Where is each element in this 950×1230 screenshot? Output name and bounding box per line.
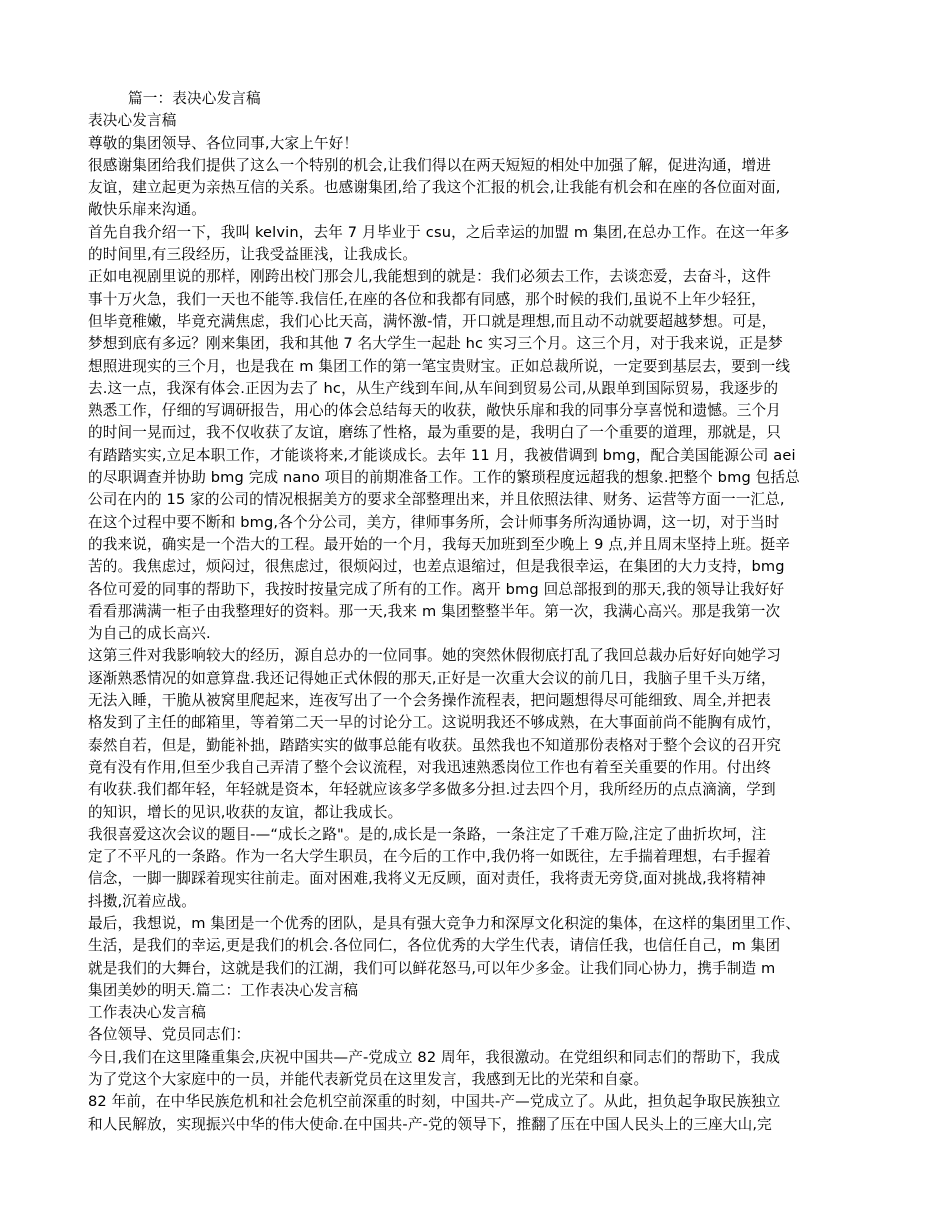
- text-line: 去.这一点，我深有体会.正因为去了 hc，从生产线到车间,从车间到贸易公司,从跟单到国际贸易，我逐步的: [88, 379, 779, 397]
- text-line: 苦的。我焦虑过，烦闷过，很焦虑过，很烦闷过，也差点退缩过，但是我很幸运，在集团的大力支持，bmg: [88, 558, 785, 576]
- text-line: 格发到了主任的邮箱里，等着第二天一早的讨论分工。这说明我还不够成熟，在大事面前尚不能胸有成竹，: [88, 714, 781, 732]
- text-line: 的时间一晃而过，我不仅收获了友谊，磨练了性格，最为重要的是，我明白了一个重要的道理，那就是，只: [88, 424, 781, 442]
- text-line: 为了党这个大家庭中的一员，并能代表新党员在这里发言，我感到无比的光荣和自豪。: [88, 1071, 649, 1089]
- text-line: 泰然自若，但是，勤能补拙，踏踏实实的做事总能有收获。虽然我也不知道那份表格对于整个会议的召开究: [88, 736, 781, 754]
- text-line: 但毕竟稚嫩，毕竟充满焦虑，我们心比天高，满怀激-情，开口就是理想,而且动不动就要超越梦想。可是，: [88, 312, 777, 330]
- text-line: 我很喜爱这次会议的题目-—“成长之路"。是的,成长是一条路，一条注定了千难万险,注定了曲折坎坷，注: [88, 825, 767, 843]
- text-line: 想照进现实的三个月，也是我在 m 集团工作的第一笔宝贵财宝。正如总裁所说，一定要到基层去，要到一线: [88, 357, 791, 375]
- text-line: 首先自我介绍一下，我叫 kelvin，去年 7 月毕业于 csu，之后幸运的加盟 m 集团,在总办工作。在这一年多: [88, 223, 790, 241]
- text-line: 无法入睡，干脆从被窝里爬起来，连夜写出了一个会务操作流程表，把问题想得尽可能细致、周全,并把表: [88, 692, 772, 710]
- text-line: 有踏踏实实,立足本职工作，才能谈将来,才能谈成长。去年 11 月，我被借调到 bmg，配合美国能源公司 aei: [88, 446, 796, 464]
- document-heading: 篇一：表决心发言稿: [128, 90, 261, 107]
- text-line: 定了不平凡的一条路。作为一名大学生职员，在今后的工作中,我仍将一如既往，左手揣着理想，右手握着: [88, 848, 772, 866]
- text-line: 很感谢集团给我们提供了这么一个特别的机会,让我们得以在两天短短的相处中加强了解，促进沟通，增进: [88, 156, 772, 174]
- text-line: 的我来说，确实是一个浩大的工程。最开始的一个月，我每天加班到至少晚上 9 点,并且周末坚持上班。挺辛: [88, 535, 791, 553]
- text-line: 生活，是我们的幸运,更是我们的机会.各位同仁，各位优秀的大学生代表，请信任我，也信任自己，m 集团: [88, 937, 781, 955]
- text-line: 各位领导、党员同志们：: [88, 1026, 251, 1044]
- text-line: 就是我们的大舞台，这就是我们的江湖，我们可以鲜花怒马,可以年少多金。让我们同心协力，携手制造 m: [88, 959, 776, 977]
- text-line: 的时间里,有三段经历，让我受益匪浅，让我成长。: [88, 246, 418, 264]
- text-line: 事十万火急，我们一天也不能等.我信任,在座的各位和我都有同感，那个时候的我们,虽说不上年少轻狂，: [88, 290, 766, 308]
- text-line: 正如电视剧里说的那样，刚跨出校门那会儿,我能想到的就是：我们必须去工作，去谈恋爱，去奋斗，这件: [88, 268, 772, 286]
- text-line: 敞快乐扉来沟通。: [88, 201, 206, 219]
- text-line: 梦想到底有多远？刚来集团，我和其他 7 名大学生一起赴 hc 实习三个月。这三个月，对于我来说，正是梦: [88, 335, 783, 353]
- text-line: 的尽职调查并协助 bmg 完成 nano 项目的前期准备工作。工作的繁琐程度远超我的想象.把整个 bmg 包括总: [88, 469, 800, 487]
- text-line: 82 年前，在中华民族危机和社会危机空前深重的时刻，中国共-产—党成立了。从此，担负起争取民族独立: [88, 1093, 781, 1111]
- text-line: 在这个过程中要不断和 bmg,各个分公司，美方，律师事务所，会计师事务所沟通协调，这一切，对于当时: [88, 513, 780, 531]
- text-line: 看看那满满一柜子由我整理好的资料。那一天,我来 m 集团整整半年。第一次，我满心高兴。那是我第一次: [88, 602, 781, 620]
- text-line: 今日,我们在这里隆重集会,庆祝中国共—产-党成立 82 周年，我很激动。在党组织和同志们的帮助下，我成: [88, 1048, 781, 1066]
- text-line: 的知识，增长的见识,收获的友谊，都让我成长。: [88, 803, 403, 821]
- text-line: 这第三件对我影响较大的经历，源自总办的一位同事。她的突然休假彻底打乱了我回总裁办后好好向她学习: [88, 647, 781, 665]
- text-line: 竟有没有作用,但至少我自己弄清了整个会议流程，对我迅速熟悉岗位工作也有着至关重要的作用。付出终: [88, 758, 772, 776]
- text-line: 有收获.我们都年轻，年轻就是资本，年轻就应该多学多做多分担.过去四个月，我所经历的点点滴滴，学到: [88, 781, 776, 799]
- text-line: 和人民解放，实现振兴中华的伟大使命.在中国共-产-党的领导下，推翻了压在中国人民头上的三座大山,完: [88, 1115, 772, 1133]
- text-line: 尊敬的集团领导、各位同事,大家上午好！: [88, 134, 359, 152]
- text-line: 抖擞,沉着应战。: [88, 892, 196, 910]
- text-line: 友谊，建立起更为亲热互信的关系。也感谢集团,给了我这个汇报的机会,让我能有机会和在座的各位面对面,: [88, 179, 781, 197]
- text-line: 工作表决心发言稿: [88, 1004, 206, 1022]
- text-line: 表决心发言稿: [88, 112, 177, 130]
- text-line: 信念，一脚一脚踩着现实往前走。面对困难,我将义无反顾，面对责任，我将责无旁贷,面对挑战,我将精神: [88, 870, 766, 888]
- document-body: [88, 88, 870, 1136]
- text-line: 最后，我想说，m 集团是一个优秀的团队，是具有强大竞争力和深厚文化积淀的集体，在这样的集团里工作、: [88, 914, 801, 932]
- text-line: 公司在内的 15 家的公司的情况根据美方的要求全部整理出来，并且依照法律、财务、运营等方面一一汇总,: [88, 491, 785, 509]
- text-line: 逐渐熟悉情况的如意算盘.我还记得她正式休假的那天,正好是一次重大会议的前几日，我脑子里千头万绪，: [88, 669, 776, 687]
- text-line: 为自己的成长高兴.: [88, 625, 211, 643]
- text-line: 各位可爱的同事的帮助下，我按时按量完成了所有的工作。离开 bmg 回总部报到的那天,我的领导让我好好: [88, 580, 785, 598]
- text-line: 熟悉工作，仔细的写调研报告，用心的体会总结每天的收获，敞快乐扉和我的同事分享喜悦和遗憾。三个月: [88, 402, 781, 420]
- text-line: 集团美妙的明天.篇二：工作表决心发言稿: [88, 981, 359, 999]
